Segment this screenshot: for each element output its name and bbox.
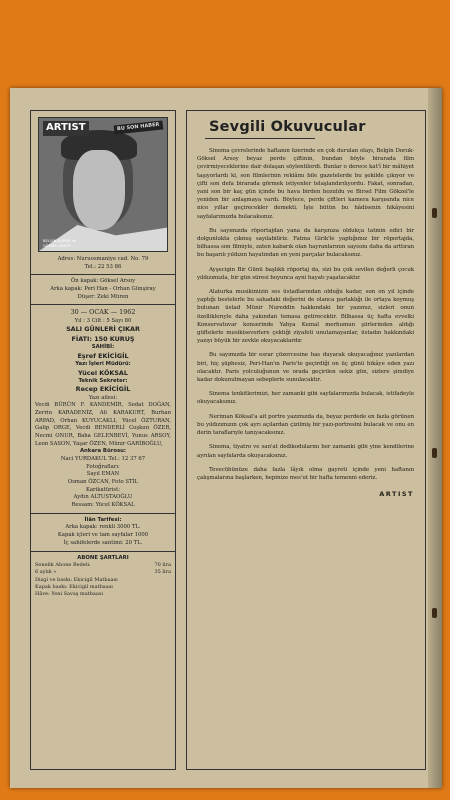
editor-label: Yazı İşleri Müdürü: (75, 360, 131, 367)
ad-rate-3: İç sahifelerde santimi: 20 TL. (63, 539, 143, 546)
cover-title: ARTIST (43, 121, 89, 136)
letter-paragraph: Sinema, tiyatro ve san'at dedikodularını her zamanki gibi yine kendilerine ayrılan sayfalarda okuyacaksınız. (197, 444, 414, 459)
page-binding (428, 88, 442, 788)
family-names: Vecdi BÜRÜN F. KANDEMİR, Sedat DOĞAN, Zerrin KARADENİZ, Ali KARAKURT, Burhan ARPAD, Orhan KUYUCAKLI, Yücel ÖZTURAN, Galip ORGE, Vecdi BENDERLİ Coşkun ÖZER, Necmi ONUR, Baha GELENBEVİ, Yunus ARSOY, Leon SASON, Yaşar ÖZEN, Münir GARİBOĞLU, (35, 402, 171, 447)
subscription-row (35, 562, 171, 569)
ankara-office: Naci YURDAKUL Tel.: 12 37 67 (60, 456, 146, 463)
inside-credit: Düşer: Zeki Müren (77, 293, 129, 300)
cover-thumbnail (38, 117, 168, 252)
ad-rate-2: Kapak içleri ve tam sayfalar 1000 (57, 532, 149, 539)
cover-back-credit: Arka kapak: Peri Han - Orhan Günşiray (50, 286, 156, 293)
cover-caption: BELGİN DORUK ve GÖKSEL ARSOY (43, 239, 76, 248)
cover-portrait-face (73, 150, 125, 230)
phone: Tel.: 22 53 86 (84, 263, 122, 270)
cover-front-credit: Ön kapak: Göksel Arsoy (70, 278, 136, 285)
editorial-column (186, 110, 426, 770)
cover-banner: BU SON HABER (114, 120, 163, 134)
ad-rates-label: İlân Tarifesi: (84, 516, 122, 523)
subscription-key: Kapak baskı: Ekicigil matbaası (35, 583, 113, 590)
family-label: Yazı ailesi: (88, 394, 118, 401)
subscription-key: Dizgi ve baskı: Ekicigil Matbaası (35, 576, 118, 583)
ankara-label: Ankara Bürosu: (79, 448, 127, 455)
staple-hole (432, 208, 437, 218)
photo-credit-2: Osman ÖZCAN, Foto STİL (67, 479, 139, 486)
divider (31, 274, 175, 275)
letter-paragraph: Alaturka musikimizin ses üstadlarından olduğu kadar, son on yıl içinde yaptığı bestelerle bu sahadaki değerini de olanca parlaklığı ile ortaya koymuş bulunan üstad Münir Nureddin hakkındaki bir yazımız, sizleri onun özelliklerıyle daha yakından temasa getirecektir. Bilhassa üç hafta evvelki Konservatuvar konserinde Yahya Kemal merhumun şiirlerinden aldığı güftelerle musikiseverlere çektiği ziyafeti unutamayanlar, üstadın hakkındaki yazıyı büyük bir zevkle okuyacaklardır. (197, 289, 414, 345)
issue-date: 30 — OCAK — 1962 (70, 308, 136, 317)
issue-volume: Yıl : 3 Cilt : 5 Sayı 80 (74, 317, 132, 324)
letter-paragraph: Bu sayımızda röportajdan yana da karşınıza oldukça tatmin edici bir dolgunlukta çıkmış sayılabiliriz. Fatma Girik'le yaptığımız bir röportajda, bilhassa son filmiyle, zaten kabarık olan hayranlarının sayısını daha da arttıran bu başarılı yıldızın hayatından en yeni parçalar bulacaksınız. (197, 227, 414, 259)
issue-price: FİATI: 150 KURUŞ (71, 334, 135, 343)
ad-rate-1: Arka kapak: renkli 3000 TL. (65, 524, 141, 531)
subscription-row (35, 577, 171, 584)
masthead-column (30, 110, 176, 770)
subscription-key: 6 aylık » (35, 569, 57, 576)
letter-paragraph: Neriman Köksal'a ait portre yazımızda da, beyaz perdede en fazla görünen bu yıldızımızın çok ayrı açılardan çizilmiş bir yazı-portresini bulacak ve onu en derin taraflarıyle tanıyacaksınız. (197, 413, 414, 437)
subscription-key: Senelik Abone Bedeli: (35, 562, 91, 569)
magazine-page (10, 88, 442, 788)
subscription-key: Hâve: Yeni Savaş matbaası (35, 591, 104, 598)
subscription-row (35, 569, 171, 576)
divider (31, 304, 175, 305)
cartoonist-name: Aydın ALTUSTAOĞLU (73, 494, 133, 501)
subscription-value: 35 lira (154, 569, 171, 576)
subscription-row (35, 591, 171, 598)
cartoonist-label: Karikatürist: (85, 486, 121, 493)
letter-signature: ARTIST (379, 490, 414, 499)
letter-paragraph: Bu sayımızda bir esrar çözercesine has duyarak okuyacağınız yazılardan biri, hiç şüphesiz, Peri-Han'ın Paris'te geçirdiği on üç günü hikâye eden yazı olacaktır. Paris yolculuğunun ve orada geçirilen sekiz gün, sizlere şimdiye kadar dokunulmayan sebeplerle sunulacaktır. (197, 352, 414, 384)
tech-name: Recep EKİCİGİL (75, 385, 131, 394)
staple-hole (432, 448, 437, 458)
owner-name: Eşref EKİCİGİL (77, 351, 129, 360)
subscription-list (35, 562, 171, 598)
letter-paragraph: Tevecühünüze daha fazla lâyık olma gayreti içinde yeni haftanın çalışmalarına başlarken, hepinize mes'ut bir hafta temenni ederiz. (197, 466, 414, 481)
photo-credit: Sayıl EMAN (86, 471, 120, 478)
title-underline (205, 138, 315, 139)
letter-paragraph: Sinema çevrelerinde haftanın üzerinde en çok durulan olayı, Belgin Doruk-Göksel Arsoy beyaz perde çiftinin, bundan böyle birarada film çevirmiyeceklerine dair dolaşan söylentilerdi. Bunlar o derece kat'î bir mâhiyet taşıyorlardı ki, son filmlerinin reklâmı bile gazetelerde bu şekilde çıkıyor ve çifti son defa birarada görmek istiyenler telaşlandırılıyordu. Fakat, sonradan, yani son bir kaç gün içinde bu hava birden bozuldu ve Birsel Film Gökzel'le yeniden bir anlaşmaya vardı. Böylece, perde çiftleri kamera karşısında nice nice yıllar geçirecekler demekti. İşte bütün bu hâdisenin hikâyesini sayfalarımızda bulacaksınız. (197, 148, 414, 220)
owner-label: SAHİBİ: (91, 343, 115, 350)
divider (31, 551, 175, 552)
staple-hole (432, 608, 437, 618)
photo-label: Fotoğrafları: (86, 463, 120, 470)
divider (31, 513, 175, 514)
subscription-label: ABONE ŞARTLARI (77, 554, 129, 561)
tech-label: Teknik Sekreter: (78, 377, 128, 384)
letter-title: Sevgili Okuvucular (209, 119, 366, 135)
editor-name: Yücel KÖKSAL (78, 368, 128, 377)
letter-paragraph: Ayşecigin Bir Günü başlıklı röportaj da, sizi bu çok sevilen değerli çocuk yıldızımızla, bir gün süresi boyunca ayni hayatı yaşatacaktır. (197, 266, 414, 281)
painter-credit: Ressam: Yücel KÖKSAL (71, 502, 135, 509)
publish-days: SALI GÜNLERİ ÇIKAR (66, 325, 140, 334)
address: Adres: Nuruosmaniye cad. No. 79 (57, 256, 149, 262)
subscription-value: 70 lira (154, 562, 171, 569)
letter-paragraph: Sinema tenkitlerimizi, her zamanki gibi sayfalarımızda bulacak, istifadeyle okuyacaksınız. (197, 391, 414, 406)
